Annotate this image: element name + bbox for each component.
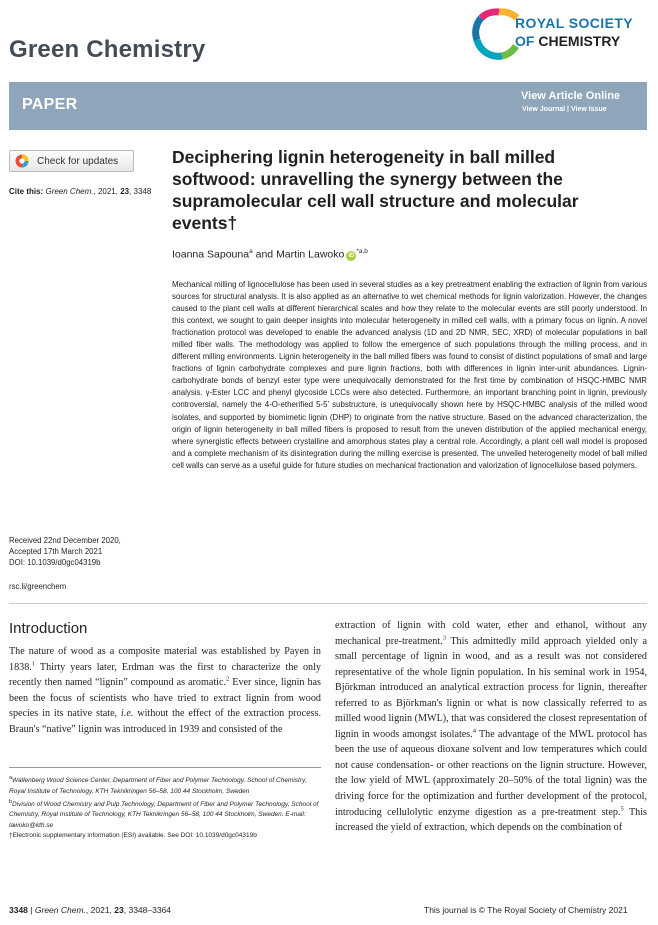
article-type-label: PAPER (22, 96, 78, 113)
author-affiliation: a (249, 248, 253, 255)
footer-volume: 23 (114, 905, 124, 915)
article-dates (9, 535, 159, 568)
author-name: Ioanna Sapouna (172, 248, 250, 261)
citation-info (9, 186, 154, 197)
esi-note: †Electronic supplementary information (ESI) available. See DOI: 10.1039/d0gc04319b (9, 832, 257, 840)
view-journal-link[interactable]: View Journal (522, 106, 566, 113)
publisher-name-line1: ROYAL SOCIETY (515, 15, 634, 31)
reference-marker[interactable]: 3 (442, 634, 446, 642)
footnotes (9, 773, 321, 841)
reference-marker[interactable]: 2 (226, 675, 230, 683)
publisher-name-line2 (515, 33, 620, 49)
cite-journal: Green Chem. (45, 187, 94, 196)
publisher-of: OF (515, 33, 535, 49)
author-list (172, 248, 368, 261)
body-text-segment: The advantage of the MWL protocol has been the use of aqueous dioxane solvent and low temperatures which could not cause condensation- or other reactions on the lignin structure. However, the low yield of MWL (approximately 20–50% of the total lignin) was the driving force for the optimization and further development of the protocol, introducing cellulolytic enzyme digestion as a pre-treatment step. (335, 728, 647, 818)
footer-pages: , 3348–3364 (123, 905, 172, 915)
orcid-icon[interactable]: iD (348, 252, 355, 259)
page-footer-left (9, 905, 171, 915)
reference-marker[interactable]: 5 (620, 805, 624, 813)
journal-title: Green Chemistry (9, 36, 206, 63)
affiliation-mark: b (9, 798, 13, 805)
publisher-chemistry: CHEMISTRY (538, 33, 621, 49)
view-article-online-link[interactable]: View Article Online (521, 90, 621, 102)
page-number: 3348 (9, 905, 28, 915)
body-text-segment: This increased the yield of extraction, which depends on the combination of (335, 806, 647, 834)
copyright-notice: This journal is © The Royal Society of Chemistry 2021 (424, 905, 628, 915)
section-heading: Introduction (9, 620, 88, 637)
author-name: Martin Lawoko (276, 248, 345, 261)
footer-year: , 2021, (85, 905, 115, 915)
affiliation-text: Division of Wood Chemistry and Pulp Technology, Department of Fiber and Polymer Technology, School of Chemistry, Royal Institute of Technology, KTH Teknikringen 56–58, 100 44 Stockholm, Sweden. E-mail: lawoko@kth.se (9, 801, 319, 829)
article-title: Deciphering lignin heterogeneity in ball milled softwood: unravelling the synergy between the supramolecular cell wall structure and molecular events† (172, 147, 579, 233)
affiliation-b (9, 797, 321, 831)
cite-year: , 2021, (93, 187, 121, 196)
check-for-updates-button[interactable] (9, 150, 134, 172)
view-links (522, 106, 607, 113)
journal-link[interactable]: rsc.li/greenchem (9, 582, 67, 591)
reference-marker[interactable]: 4 (472, 727, 476, 735)
author-connector: and (252, 248, 277, 261)
body-text-segment: extraction of lignin with cold water, ether and ethanol, without any mechanical pre-treatment. (335, 620, 647, 647)
affiliation-mark: a (9, 775, 13, 781)
footnote-divider (9, 767, 321, 768)
abstract: Mechanical milling of lignocellulose has been used in several studies as a key pretreatment enabling the extraction of lignin from various sources for structural analysis. It is also applied as an alternative to wet chemical methods for lignin valorization. However, the changes caused to the plant cell walls at different hierarchical scales and how they relate to the molecular events are still poorly understood. In this context, we sought to gain deeper insights into molecular heterogeneity in milled cell walls, with a primary focus on lignin. A novel fractionation protocol was developed to enable the advanced analysis (1D and 2D NMR, SEC, XRD) of molecular populations in ball milled fiber walls. The methodology was applied to follow the emergence of such populations through the milling process, and in different milling environments. Lignin heterogeneity in the ball milled fibers was found to consist of distinct populations of small and large fractions of lignin carbohydrate complexes and pure lignin fractions, both with differences in lignin inter-unit abundances. Lignin-carbohydrate bonds of benzyl ester type were unequivocally demonstrated for the first time by combination of HSQC-HMBC NMR analysis. γ-Ester LCC and phenyl glycoside LCCs were also detected. Furthermore, an important branching point in lignin, previously controversial, namely the 4-O-etherified 5-5′ substructure, is unequivocally shown here by HSQC-HMBC analysis of the milled wood isolates, and supported by biomimetic lignin (DHP) to originate from the native structure. Based on the advanced characterization, the origin of lignin heterogeneity in ball milled fibers is proposed to result from the uneven distribution of the applied mechanical energy, where synergistic effects between crystalline and amorphous states play a central role. Accordingly, a plant cell wall model is proposed and a complete mechanism of its disintegration during the milling exercise is presented. The unveiled heterogeneity model of ball milled cell walls can serve as a useful guide for future studies on mechanical fractionation and valorization of lignocellulose based polymers. (172, 280, 648, 470)
cite-pages: , 3348 (129, 187, 152, 196)
accepted-date: Accepted 17th March 2021 (9, 547, 103, 556)
body-text-segment: This admittedly mild approach yielded only a small percentage of lignin in wood, and as a result was not considered representative of the whole lignin population. In his seminal work in 1954, Björkman introduced an analytical extraction process for lignin, thereafter referred to as Björkman's lignin or what is now classically referred to as milled wood lignin (MWL), that was considered the closest representation of lignin in woods amongst isolates. (335, 635, 647, 740)
footer-journal: Green Chem. (34, 905, 86, 915)
affiliation-text: Wallenberg Wood Science Center, Department of Fiber and Polymer Technology, School of Chemistry, Royal Institute of Technology, KTH Teknikringen 56–58, 100 44 Stockholm, Sweden (9, 777, 307, 795)
affiliation-a (9, 773, 321, 797)
received-date: Received 22nd December 2020, (9, 536, 121, 545)
doi[interactable]: DOI: 10.1039/d0gc04319b (9, 558, 101, 567)
body-column-right (335, 618, 647, 836)
author-affiliation: *a,b (356, 248, 368, 255)
view-issue-link[interactable]: View Issue (570, 106, 607, 113)
crossmark-icon (15, 154, 29, 168)
cite-volume: 23 (120, 187, 130, 196)
reference-marker[interactable]: 1 (31, 660, 36, 668)
body-text-segment: without the effect of the extraction process. Braun's “native” lignin was introduced in 1939 and consisted of the (9, 708, 321, 735)
check-for-updates-label: Check for updates (37, 155, 119, 167)
cite-label: Cite this: (9, 187, 44, 196)
body-text-segment: The nature of wood as a composite material was established by Payen in 1838. (9, 646, 321, 673)
body-text-segment: Ever since, lignin has been the focus of scientists who have tried to extract lignin from wood species in its native state, (9, 677, 321, 720)
body-column-left (9, 644, 321, 737)
body-text-segment: Thirty years later, Erdman was the first to characterize the only recently then named “lignin” compound as aromatic. (9, 661, 321, 689)
footer-separator: | (30, 905, 33, 915)
divider (9, 603, 647, 604)
link-separator: | (567, 106, 569, 113)
body-text-italic: i.e. (121, 708, 134, 720)
